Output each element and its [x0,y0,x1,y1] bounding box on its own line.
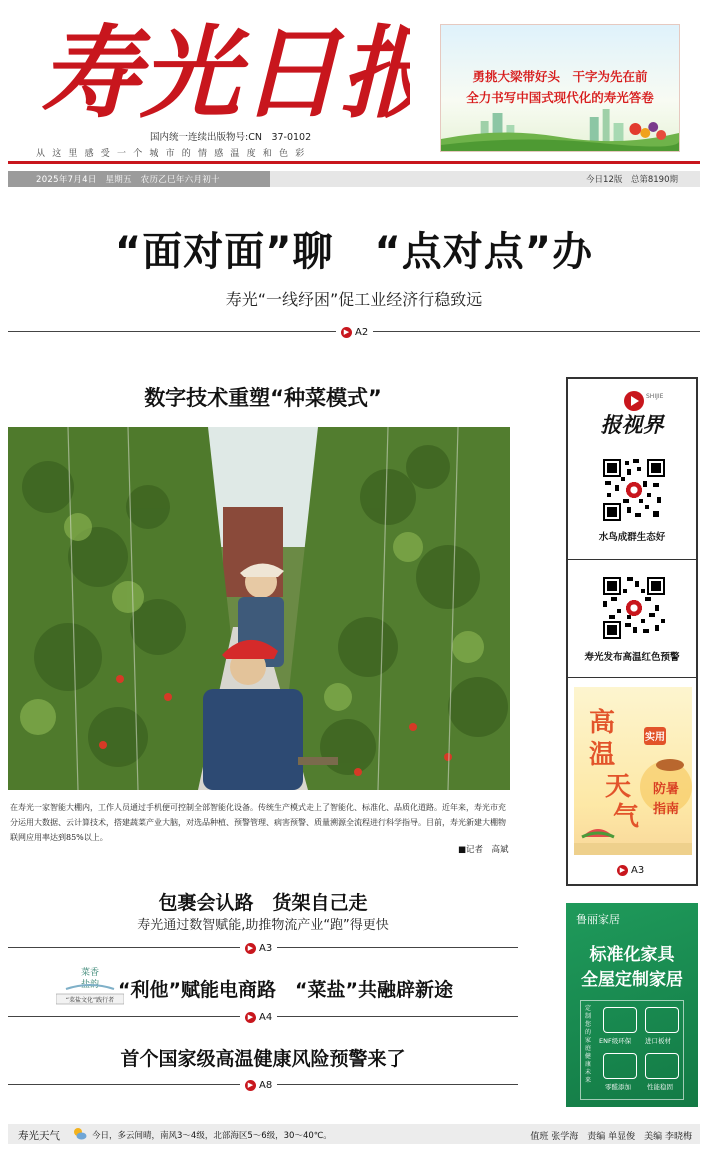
baoshijie-logo-text: 报视界 [600,413,664,437]
svg-text:“菜盐文化”践行者: “菜盐文化”践行者 [65,997,115,1004]
svg-text:实用: 实用 [645,732,665,743]
date-bar [8,171,700,187]
ad-feature-label: 零醛添加 [605,1083,631,1091]
page-ref-a4[interactable] [240,1010,277,1024]
sun-cloud-icon [73,1127,87,1141]
play-icon: ▶ [245,1080,256,1091]
newspaper-logo [40,10,410,128]
issn-number: 国内统一连续出版物号:CN 37-0102 [150,132,312,143]
qr-code[interactable] [603,459,665,521]
lead-subhead: 寿光“一线纾困”促工业经济行稳致远 [225,290,483,309]
page-ref-a3-sidebar[interactable] [612,863,649,877]
play-circle-icon [624,391,644,411]
ad-side-text: 定制您的家庭健康未来 [585,1005,592,1084]
ad-feature-label: ENF级环保 [599,1037,632,1045]
slogan-banner-ad[interactable] [440,24,680,152]
banner-line-2: 全力书写中国式现代化的寿光答卷 [466,90,654,105]
story-subhead: 寿光通过数智赋能,助推物流产业“跑”得更快 [137,918,389,933]
issue-date: 2025年7月4日 星期五 农历乙巳年六月初十 [36,175,220,185]
svg-text:盐韵: 盐韵 [80,980,100,990]
greenhouse-photo [8,427,510,790]
story-headline[interactable]: “利他”赋能电商路 “菜盐”共融辟新途 [118,979,453,1001]
svg-text:天: 天 [604,772,632,802]
page-number: A4 [259,1011,273,1023]
play-icon: ▶ [245,1012,256,1023]
svg-text:温: 温 [588,740,616,770]
masthead [0,0,708,185]
page-number: A3 [631,864,645,876]
masthead-red-rule [8,161,700,164]
story-headline[interactable]: 包裹会认路 货架自己走 [158,892,368,914]
ad-feature-label: 性能稳固 [647,1083,673,1091]
story-headline[interactable]: 首个国家级高温健康风险预警来了 [120,1048,406,1070]
svg-text:防暑: 防暑 [652,782,680,797]
leaf-icon [603,1007,637,1033]
ad-feature-panel [580,1000,684,1100]
sidebar-divider [568,677,696,678]
page-ref-a8[interactable] [240,1078,277,1092]
qr-code[interactable] [603,577,665,639]
lead-headline[interactable]: “面对面”聊 “点对点”办 [114,229,594,275]
photo-byline: ■记者 高斌 [458,845,509,855]
feature-title[interactable]: 数字技术重塑“种菜模式” [144,386,382,410]
board-icon [645,1007,679,1033]
brand-small-text: SHIJIE [646,393,664,400]
page-ref-a2[interactable] [336,325,373,339]
svg-text:高: 高 [588,708,616,738]
banner-line-1: 勇挑大梁带好头 干字为先在前 [472,69,648,84]
svg-text:指南: 指南 [652,802,680,817]
weather-text: 今日，多云间晴，南风3～4级，北部海区5～6级，30～40℃。 [92,1131,332,1141]
ad-headline-2: 全屋定制家居 [581,970,683,990]
page-number: A3 [259,942,273,954]
qr-caption: 水鸟成群生态好 [598,532,666,543]
edition-info: 今日12版 总第8190期 [586,175,678,185]
ad-brand: 鲁丽家居 [576,913,620,926]
logo-text: 寿光日报 [40,14,410,128]
staff-credits: 值班 张学海 责编 单显俊 美编 李晓梅 [530,1132,692,1142]
shield-icon [603,1053,637,1079]
video-sidebar [566,377,698,886]
footer-bar [8,1124,700,1144]
furniture-ad[interactable] [566,903,698,1107]
city-skyline-graphic [441,105,679,151]
page-number: A2 [355,326,369,338]
ad-feature-label: 进口板材 [645,1037,671,1045]
weather-label: 寿光天气 [18,1130,60,1142]
page-ref-a3[interactable] [240,941,277,955]
play-icon: ▶ [617,865,628,876]
play-icon: ▶ [245,943,256,954]
ad-headline-1: 标准化家具 [589,945,675,965]
qr-caption: 寿光发布高温红色预警 [584,652,680,663]
heat-guide-poster[interactable] [574,687,692,855]
photo-caption: 在寿光一家智能大棚内，工作人员通过手机便可控制全部智能化设备。传统生产模式走上了智能化、标准化、品质化道路。近年来，寿光市充分运用大数据、云计算技术，搭建蔬菜产业大脑，对选品种植、预警管理、病害预警、质量溯源全流程进行科学指导。目前，寿光新建大棚物联网应用率达到85%以上。 [10,803,506,842]
sidebar-divider [568,559,696,560]
page-number: A8 [259,1079,273,1091]
svg-text:菜香: 菜香 [80,968,100,978]
play-icon: ▶ [341,327,352,338]
svg-text:气: 气 [612,802,640,832]
baoshijie-logo [568,409,696,439]
cube-icon [645,1053,679,1079]
caiyan-culture-badge [56,961,124,1005]
masthead-tagline: 从这里感受一个城市的情感温度和色彩 [36,149,312,159]
